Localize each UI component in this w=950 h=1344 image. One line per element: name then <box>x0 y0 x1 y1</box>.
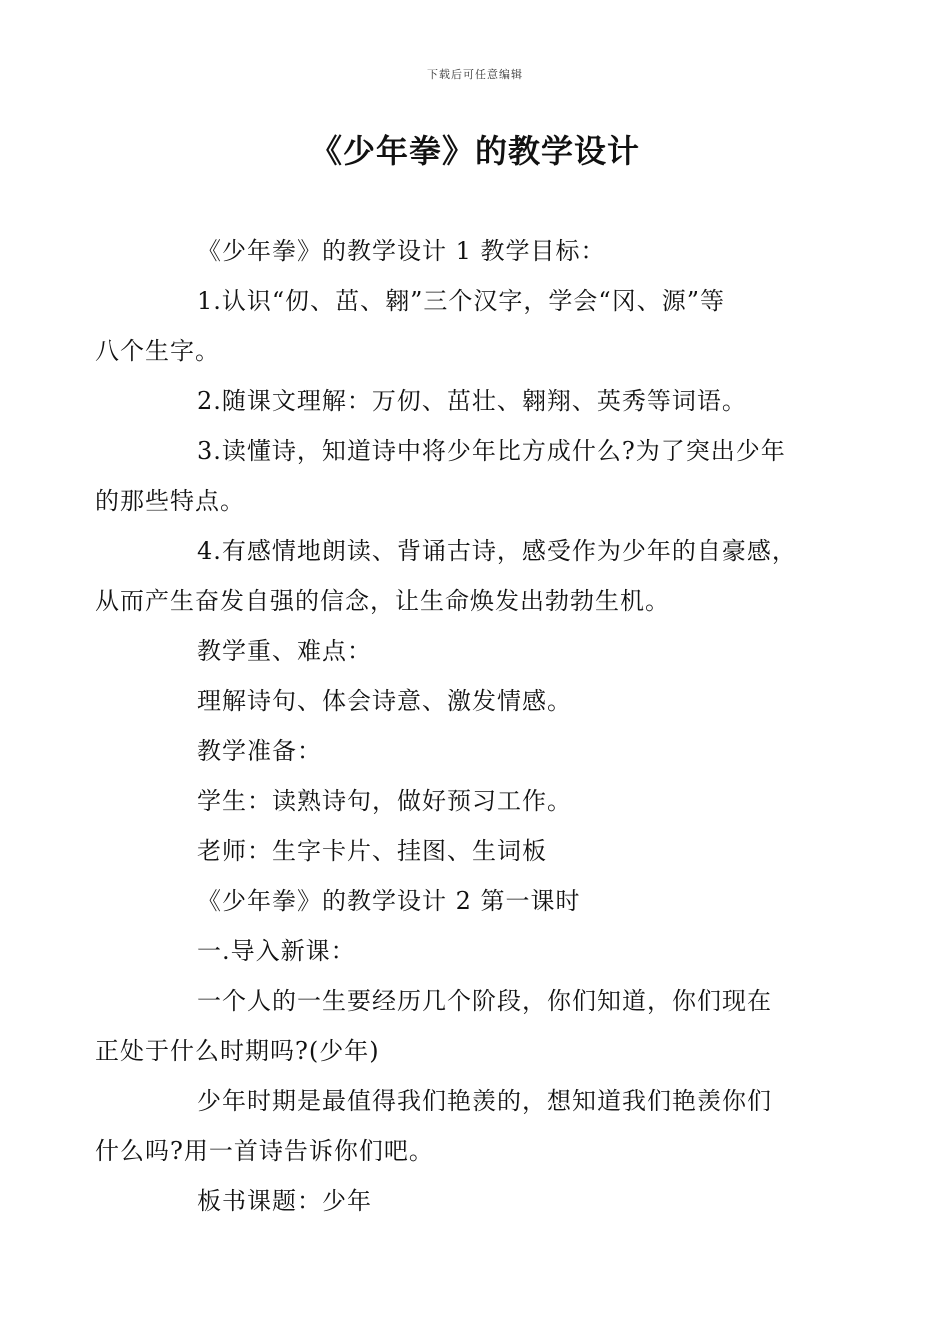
paragraph-line: 一个人的一生要经历几个阶段，你们知道，你们现在 <box>197 987 772 1015</box>
paragraph-objective-2 <box>146 376 810 426</box>
paragraph-objectives-heading <box>146 226 810 276</box>
paragraph-line: 4.有感情地朗读、背诵古诗，感受作为少年的自豪感， <box>197 537 797 565</box>
header-note: 下载后可任意编辑 <box>427 68 523 81</box>
paragraph-line: 3.读懂诗，知道诗中将少年比方成什么?为了突出少年 <box>197 437 786 465</box>
paragraph-line: 理解诗句、体会诗意、激发情感。 <box>197 687 572 715</box>
paragraph-line: 八个生字。 <box>95 337 220 365</box>
paragraph-line: 《少年拳》的教学设计 1 教学目标： <box>197 237 606 265</box>
paragraph-line: 从而产生奋发自强的信念，让生命焕发出勃勃生机。 <box>95 587 670 615</box>
paragraph-line: 一.导入新课： <box>197 937 356 965</box>
paragraph-line: 的那些特点。 <box>95 487 245 515</box>
paragraph-student-prep <box>146 776 810 826</box>
paragraph-intro-heading <box>146 926 810 976</box>
paragraph-board-title <box>146 1176 810 1226</box>
paragraph-design-2-heading <box>146 876 810 926</box>
paragraph-line: 2.随课文理解：万仞、茁壮、翱翔、英秀等词语。 <box>197 387 747 415</box>
paragraph-objective-1 <box>95 276 810 376</box>
paragraph-teacher-prep <box>146 826 810 876</box>
paragraph-line: 老师：生字卡片、挂图、生词板 <box>197 837 547 865</box>
paragraph-line: 《少年拳》的教学设计 2 第一课时 <box>197 887 581 915</box>
paragraph-objective-3 <box>95 426 810 526</box>
paragraph-objective-4 <box>95 526 810 626</box>
paragraph-line: 板书课题：少年 <box>197 1187 372 1215</box>
paragraph-line: 1.认识“仞、茁、翱”三个汉字，学会“冈、源”等 <box>197 287 725 315</box>
paragraph-line: 正处于什么时期吗?(少年) <box>95 1037 380 1065</box>
paragraph-key-points-heading <box>146 626 810 676</box>
paragraph-line: 学生：读熟诗句，做好预习工作。 <box>197 787 572 815</box>
paragraph-intro-poem <box>95 1076 810 1176</box>
paragraph-key-points <box>146 676 810 726</box>
document-title: 《少年拳》的教学设计 <box>309 132 640 170</box>
paragraph-line: 教学准备： <box>197 737 322 765</box>
document-body <box>95 226 810 1226</box>
paragraph-line: 什么吗?用一首诗告诉你们吧。 <box>95 1137 434 1165</box>
paragraph-intro-question <box>95 976 810 1076</box>
paragraph-line: 教学重、难点： <box>197 637 372 665</box>
paragraph-preparation-heading <box>146 726 810 776</box>
paragraph-line: 少年时期是最值得我们艳羡的，想知道我们艳羡你们 <box>197 1087 772 1115</box>
